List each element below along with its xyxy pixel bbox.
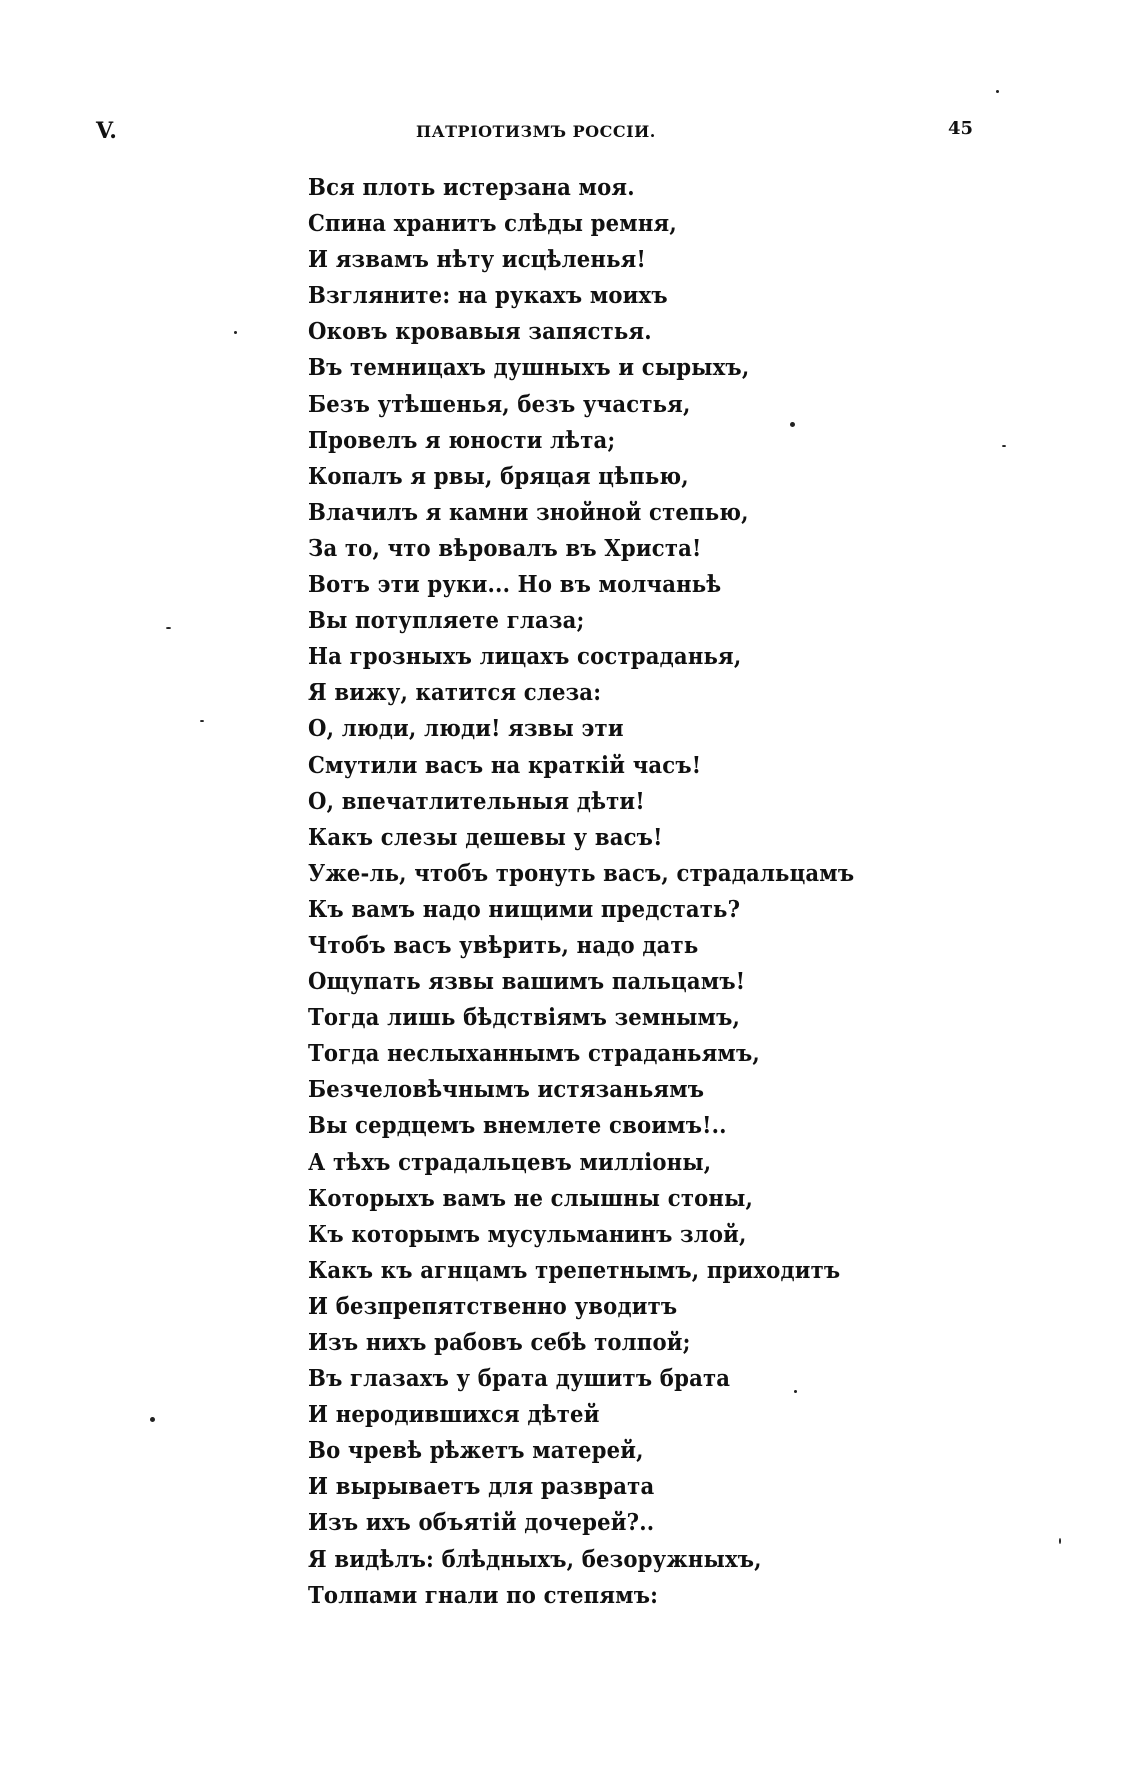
poem-line: Толпами гнали по степямъ: (308, 1581, 659, 1609)
poem-line: Взгляните: на рукахъ моихъ (308, 282, 668, 310)
poem-text (308, 170, 868, 1614)
poem-line: Тогда лишь бѣдствіямъ земнымъ, (308, 1004, 741, 1032)
scan-speck (1002, 445, 1006, 447)
poem-line: Провелъ я юности лѣта; (308, 426, 616, 454)
poem-line: И язвамъ нѣту исцѣленья! (308, 246, 646, 274)
poem-line: Въ глазахъ у брата душитъ брата (308, 1365, 731, 1393)
poem-line: Спина хранитъ слѣды ремня, (308, 210, 677, 238)
poem-line: За то, что вѣровалъ въ Христа! (308, 534, 702, 562)
poem-line: Чтобъ васъ увѣрить, надо дать (308, 931, 699, 959)
poem-line: Изъ ихъ объятій дочерей?.. (308, 1509, 655, 1537)
poem-line: О, люди, люди! язвы эти (308, 715, 624, 743)
poem-line: И вырываетъ для разврата (308, 1473, 655, 1501)
scan-speck (794, 1390, 797, 1393)
poem-line: Копалъ я рвы, бряцая цѣпью, (308, 462, 689, 490)
poem-line: Смутили васъ на краткій часъ! (308, 751, 702, 779)
poem-line: Оковъ кровавыя запястья. (308, 318, 652, 346)
scan-speck (234, 331, 237, 334)
scan-speck (166, 627, 171, 629)
section-number: V. (96, 118, 117, 144)
scan-speck (1059, 1538, 1061, 1544)
poem-line: А тѣхъ страдальцевъ милліоны, (308, 1148, 712, 1176)
poem-line: Которыхъ вамъ не слышны стоны, (308, 1184, 754, 1212)
scan-speck (200, 720, 204, 722)
poem-line: Вся плоть истерзана моя. (308, 174, 635, 201)
poem-line: Какъ къ агнцамъ трепетнымъ, приходитъ (308, 1256, 841, 1284)
scan-speck (790, 422, 795, 427)
poem-line: Тогда неслыханнымъ страданьямъ, (308, 1040, 760, 1068)
poem-line: Безъ утѣшенья, безъ участья, (308, 390, 691, 418)
poem-line: Къ которымъ мусульманинъ злой, (308, 1220, 747, 1248)
poem-line: Уже-ль, чтобъ тронуть васъ, страдальцамъ (308, 859, 855, 887)
page-number: 45 (948, 118, 974, 139)
poem-line: Я вижу, катится слеза: (308, 679, 602, 707)
running-title: ПАТРІОТИЗМЪ РОССІИ. (416, 122, 656, 141)
scan-speck (150, 1417, 155, 1422)
poem-line: Безчеловѣчнымъ истязаньямъ (308, 1076, 705, 1104)
poem-line: Вотъ эти руки... Но въ молчаньѣ (308, 571, 722, 599)
poem-line: Влачилъ я камни знойной степью, (308, 498, 749, 526)
poem-line: О, впечатлительныя дѣти! (308, 787, 645, 815)
poem-line: Вы потупляете глаза; (308, 607, 585, 635)
poem-line: Какъ слезы дешевы у васъ! (308, 823, 663, 851)
poem-line: Во чревѣ рѣжетъ матерей, (308, 1437, 644, 1465)
poem-line: Ощупать язвы вашимъ пальцамъ! (308, 968, 746, 996)
poem-line: Изъ нихъ рабовъ себѣ толпой; (308, 1329, 691, 1356)
poem-line: И неродившихся дѣтей (308, 1401, 600, 1429)
poem-line: Въ темницахъ душныхъ и сырыхъ, (308, 354, 750, 382)
poem-line: На грозныхъ лицахъ состраданья, (308, 643, 742, 671)
poem-line: И безпрепятственно уводитъ (308, 1292, 678, 1320)
poem-line: Вы сердцемъ внемлете своимъ!.. (308, 1112, 727, 1140)
running-header (96, 118, 996, 148)
poem-line: Къ вамъ надо нищими предстать? (308, 895, 741, 923)
scan-speck (996, 90, 999, 93)
poem-line: Я видѣлъ: блѣдныхъ, безоружныхъ, (308, 1545, 762, 1573)
